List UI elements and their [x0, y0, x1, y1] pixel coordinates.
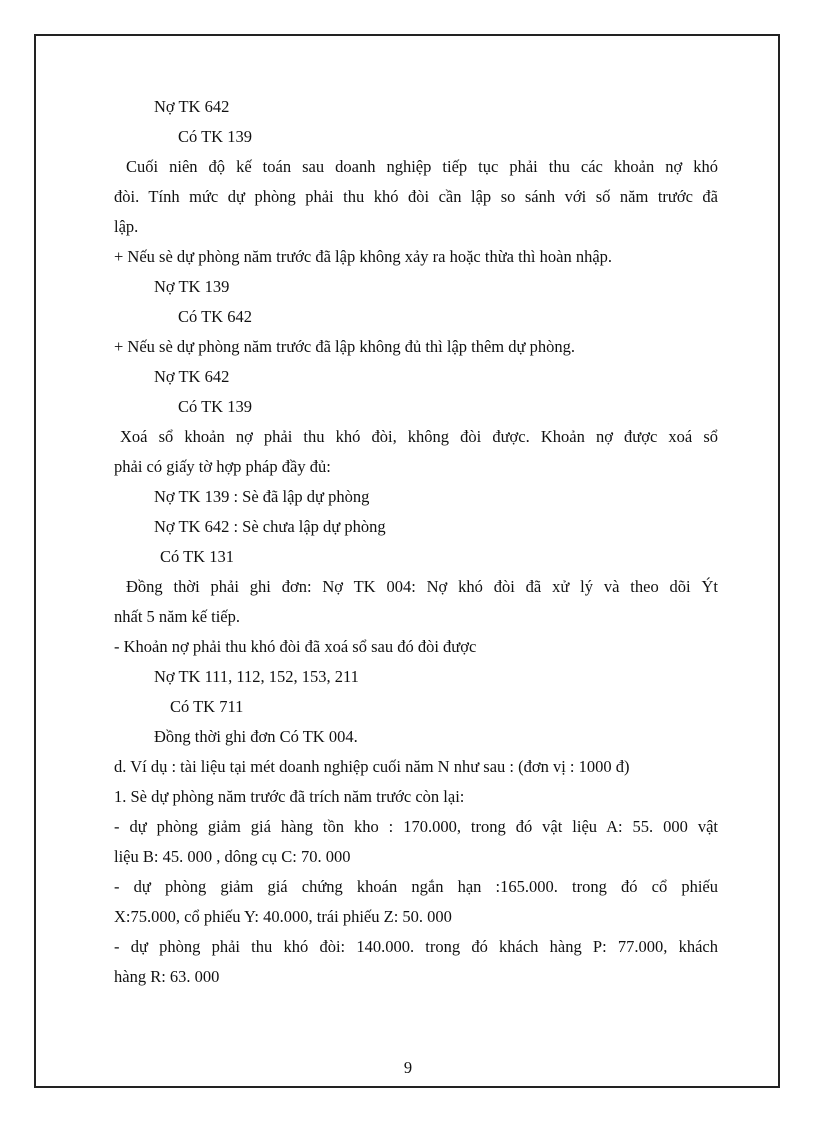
paragraph-memo-entry-line-1: Đồng thời phải ghi đơn: Nợ TK 004: Nợ khó đòi đã xử lý và theo dõi Ýt	[126, 577, 718, 596]
paragraph-write-off-line-2: phải có giấy tờ hợp pháp đầy đủ:	[114, 457, 331, 476]
paragraph-year-end-line-1: Cuối niên độ kế toán sau doanh nghiệp tiếp tục phải thu các khoản nợ khó	[126, 157, 718, 176]
entry-credit-711: Có TK 711	[170, 697, 244, 716]
example-item-1: 1. Sè dự phòng năm trước đã trích năm trước còn lại:	[114, 787, 465, 806]
inventory-provision-line-2: liệu B: 45. 000 , dông cụ C: 70. 000	[114, 847, 351, 866]
case-additional-text: + Nếu sè dự phòng năm trước đã lập không đủ thì lập thêm dự phòng.	[114, 337, 575, 356]
entry-credit-139: Có TK 139	[178, 127, 252, 146]
paragraph-write-off-line-1: Xoá sổ khoản nợ phải thu khó đòi, không đòi được. Khoản nợ được xoá sổ	[120, 427, 718, 446]
entry-debit-139: Nợ TK 139	[154, 277, 230, 296]
entry-credit-131: Có TK 131	[160, 547, 234, 566]
recovered-debt-heading: - Khoản nợ phải thu khó đòi đã xoá sổ sau đó đòi được	[114, 637, 477, 656]
inventory-provision-line-1: - dự phòng giảm giá hàng tồn kho : 170.000, trong đó vật liệu A: 55. 000 vật	[114, 817, 718, 836]
entry-debit-642-unprovisioned: Nợ TK 642 : Sè chưa lập dự phòng	[154, 517, 386, 536]
entry-debit-642-b: Nợ TK 642	[154, 367, 230, 386]
securities-provision-line-1: - dự phòng giảm giá chứng khoán ngắn hạn :165.000. trong đó cổ phiếu	[114, 877, 718, 896]
entry-credit-642: Có TK 642	[178, 307, 252, 326]
paragraph-memo-entry-line-2: nhất 5 năm kế tiếp.	[114, 607, 241, 626]
entry-debit-cash-accounts: Nợ TK 111, 112, 152, 153, 211	[154, 667, 359, 686]
page-number: 9	[403, 1058, 413, 1077]
example-heading: d. Ví dụ : tài liệu tại mét doanh nghiệp cuối năm N như sau : (đơn vị : 1000 đ)	[114, 757, 630, 776]
securities-provision-line-2: X:75.000, cổ phiếu Y: 40.000, trái phiếu Z: 50. 000	[114, 907, 452, 926]
memo-credit-004: Đồng thời ghi đơn Có TK 004.	[154, 727, 358, 746]
receivables-provision-line-2: hàng R: 63. 000	[114, 967, 220, 986]
entry-debit-642: Nợ TK 642	[154, 97, 230, 116]
case-reversal-text: + Nếu sè dự phòng năm trước đã lập không xảy ra hoặc thừa thì hoàn nhập.	[114, 247, 613, 266]
entry-credit-139-b: Có TK 139	[178, 397, 252, 416]
receivables-provision-line-1: - dự phòng phải thu khó đòi: 140.000. trong đó khách hàng P: 77.000, khách	[114, 937, 718, 956]
paragraph-year-end-line-2: đòi. Tính mức dự phòng phải thu khó đòi cần lập so sánh với số năm trước đã	[114, 187, 718, 206]
entry-debit-139-provisioned: Nợ TK 139 : Sè đã lập dự phòng	[154, 487, 370, 506]
paragraph-year-end-line-3: lập.	[114, 217, 139, 236]
